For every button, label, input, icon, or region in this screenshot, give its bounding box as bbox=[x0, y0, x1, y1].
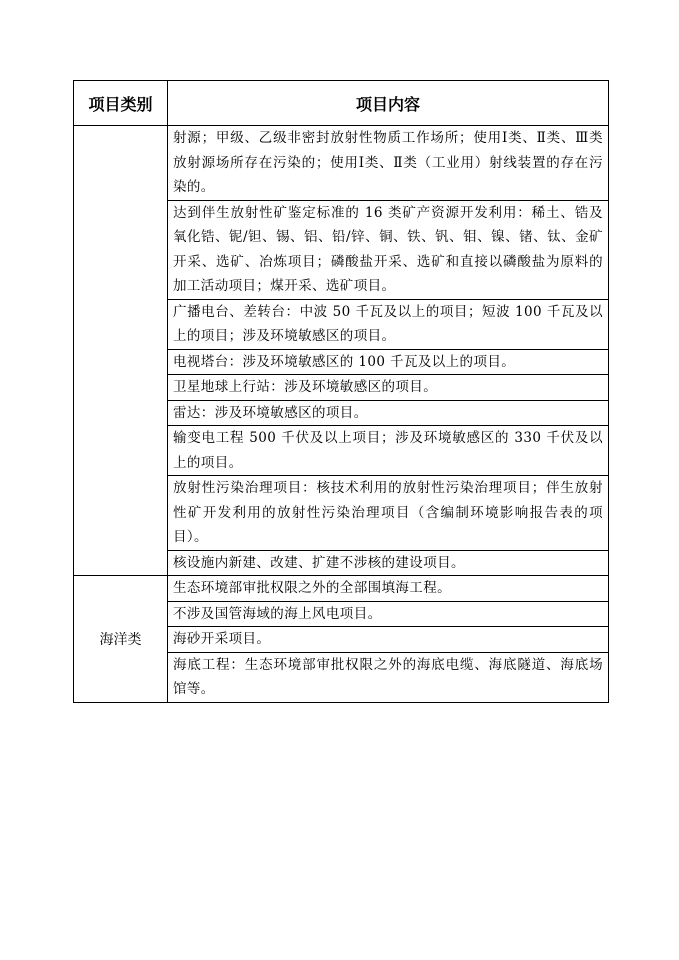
content-cell: 不涉及国管海域的海上风电项目。 bbox=[168, 601, 609, 627]
content-cell: 生态环境部审批权限之外的全部围填海工程。 bbox=[168, 576, 609, 602]
table-row bbox=[74, 126, 609, 201]
content-cell: 海砂开采项目。 bbox=[168, 627, 609, 653]
content-cell: 放射性污染治理项目：核技术利用的放射性污染治理项目；伴生放射性矿开发利用的放射性污染治理项目（含编制环境影响报告表的项目）。 bbox=[168, 476, 609, 551]
content-cell: 射源；甲级、乙级非密封放射性物质工作场所；使用Ⅰ类、Ⅱ类、Ⅲ类放射源场所存在污染的；使用Ⅰ类、Ⅱ类（工业用）射线装置的存在污染的。 bbox=[168, 126, 609, 201]
content-cell: 输变电工程 500 千伏及以上项目；涉及环境敏感区的 330 千伏及以上的项目。 bbox=[168, 426, 609, 476]
content-cell: 海底工程：生态环境部审批权限之外的海底电缆、海底隧道、海底场馆等。 bbox=[168, 652, 609, 702]
content-cell: 核设施内新建、改建、扩建不涉核的建设项目。 bbox=[168, 550, 609, 576]
project-category-table bbox=[73, 80, 609, 703]
content-cell: 雷达：涉及环境敏感区的项目。 bbox=[168, 400, 609, 426]
content-cell: 电视塔台：涉及环境敏感区的 100 千瓦及以上的项目。 bbox=[168, 349, 609, 375]
header-content: 项目内容 bbox=[168, 81, 609, 126]
content-cell: 广播电台、差转台：中波 50 千瓦及以上的项目；短波 100 千瓦及以上的项目；涉及环境敏感区的项目。 bbox=[168, 299, 609, 349]
category-cell bbox=[74, 126, 168, 576]
header-category: 项目类别 bbox=[74, 81, 168, 126]
header-row bbox=[74, 81, 609, 126]
category-cell-marine: 海洋类 bbox=[74, 576, 168, 703]
table-row bbox=[74, 576, 609, 602]
content-cell: 卫星地球上行站：涉及环境敏感区的项目。 bbox=[168, 375, 609, 401]
content-cell: 达到伴生放射性矿鉴定标准的 16 类矿产资源开发利用：稀土、锆及氧化锆、铌/钽、锡、铝、铅/锌、铜、铁、钒、钼、镍、锗、钛、金矿开采、选矿、冶炼项目；磷酸盐开采、选矿和直接以磷酸盐为原料的加工活动项目；煤开采、选矿项目。 bbox=[168, 200, 609, 299]
